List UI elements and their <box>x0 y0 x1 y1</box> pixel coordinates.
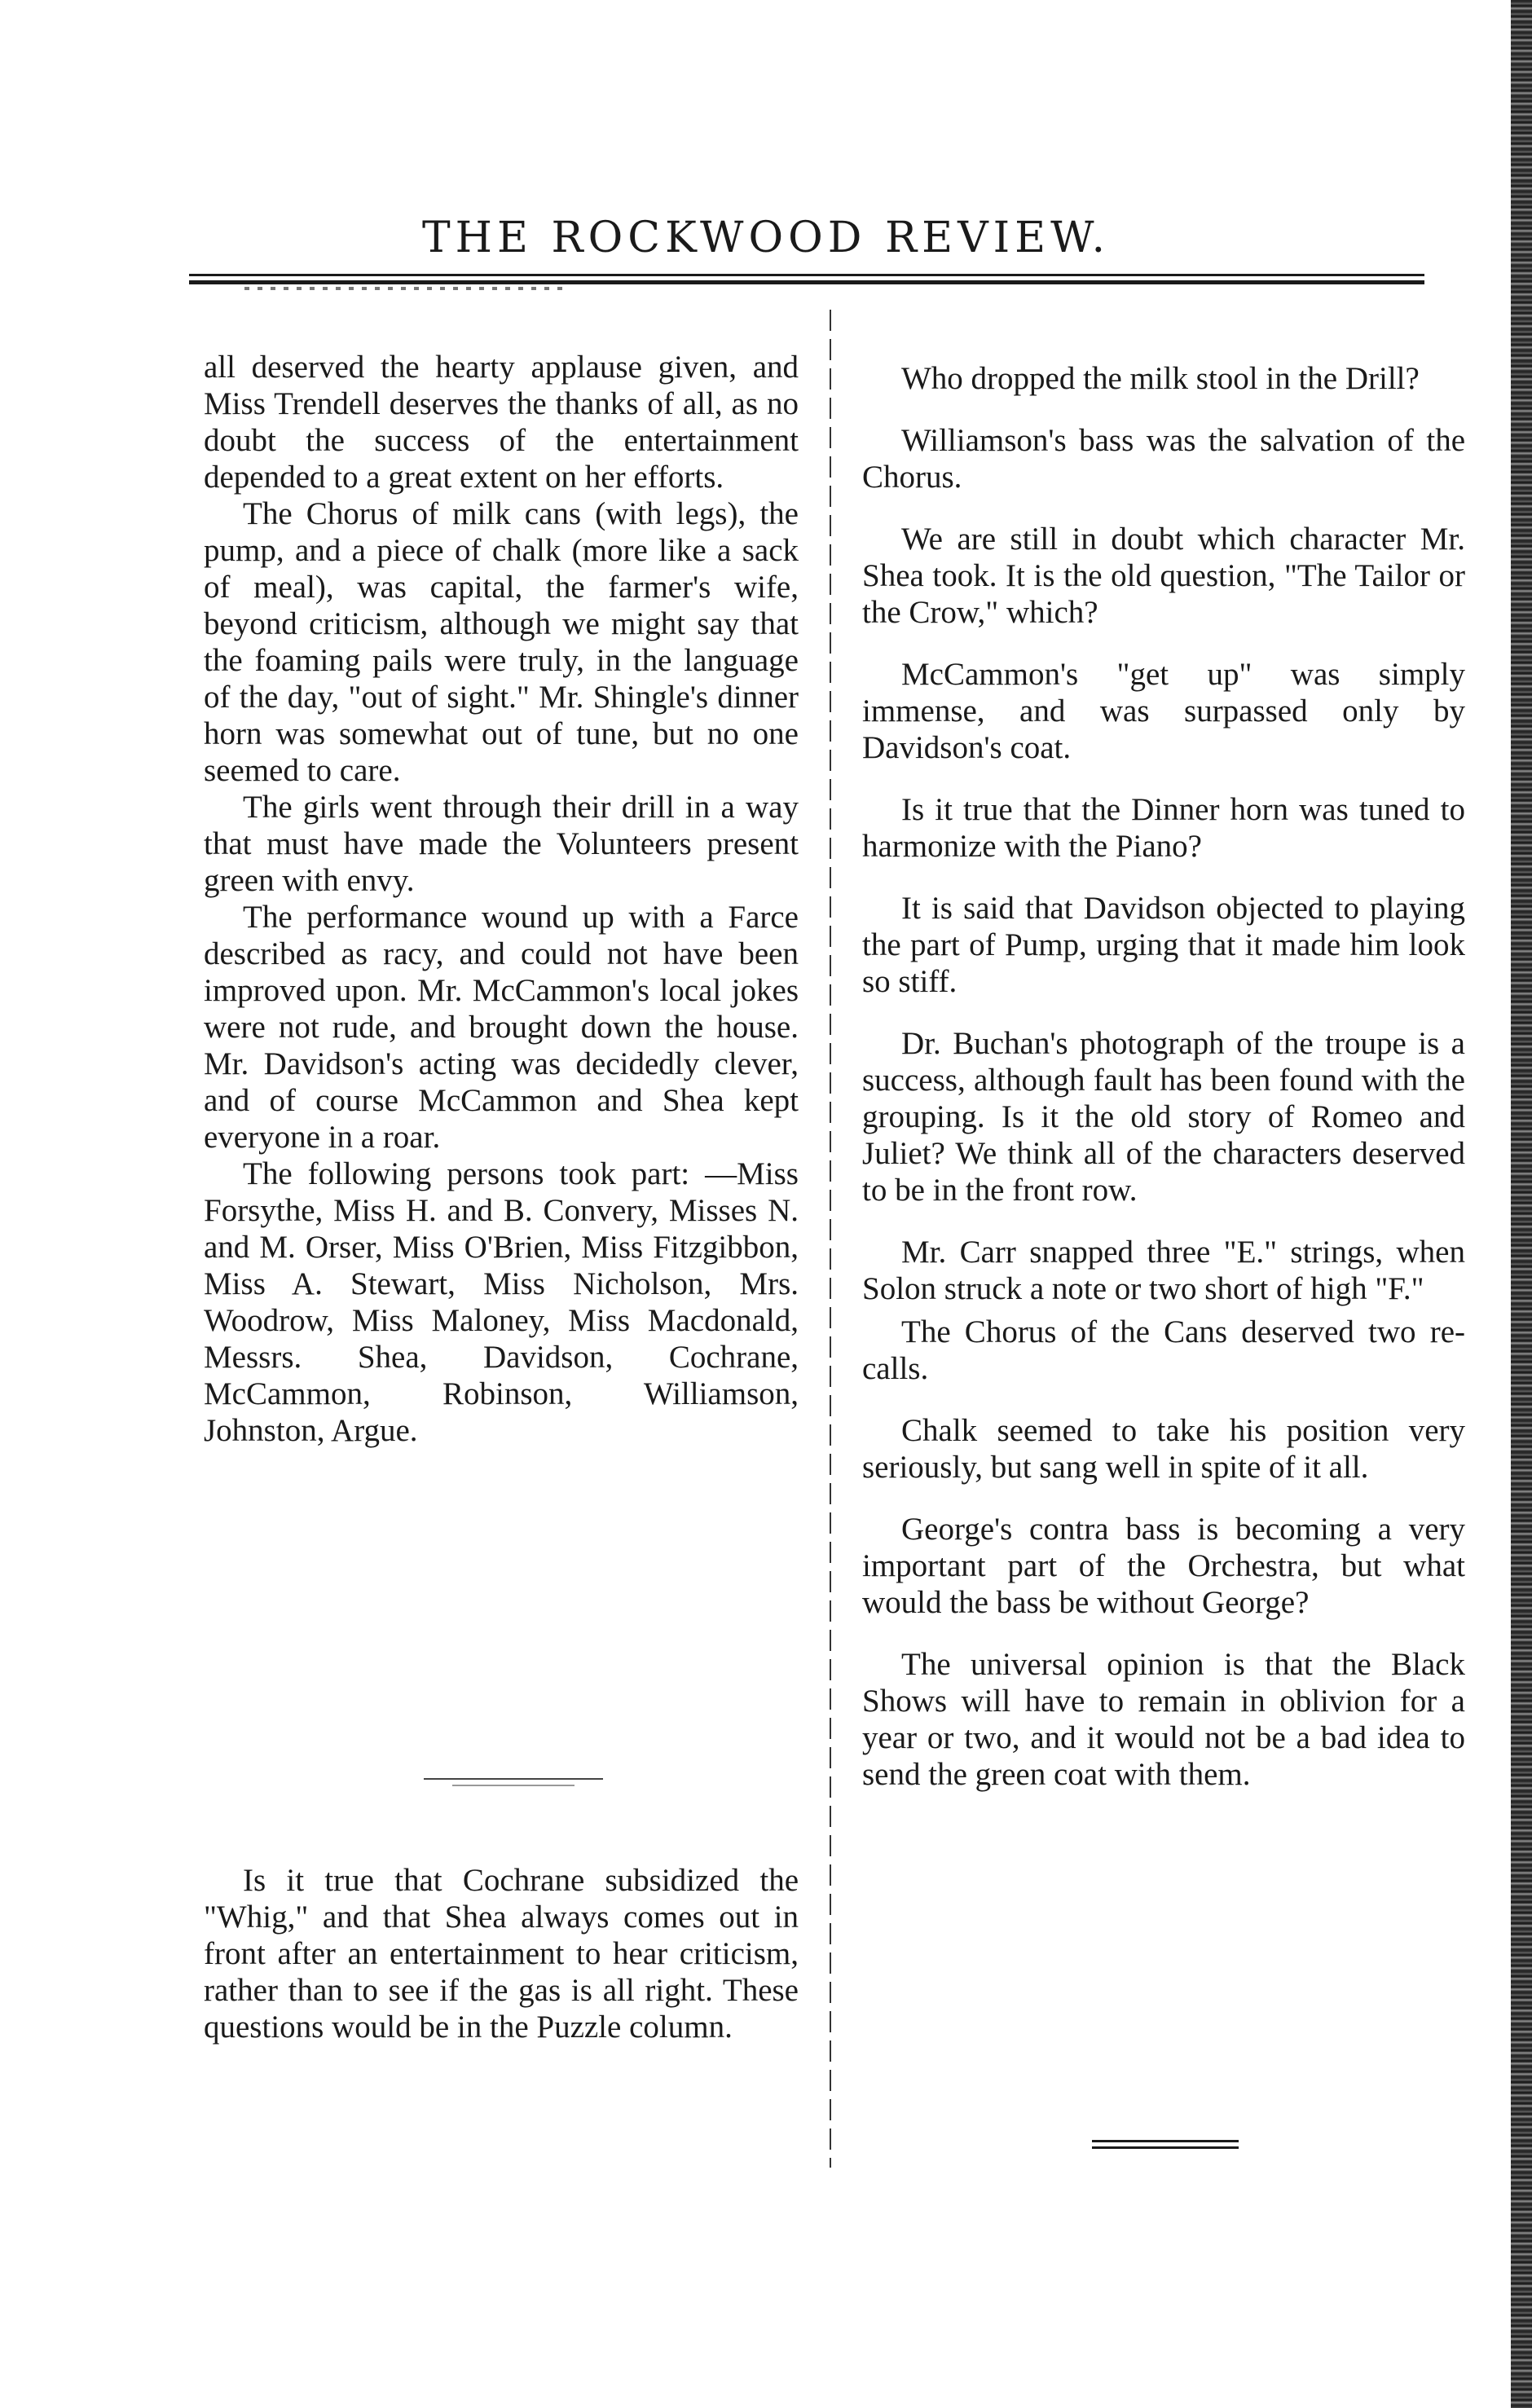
right-paragraph: The universal opinion is that the Black Shows will have to remain in oblivion for a year or two, and it would not be a bad idea to send the green coat with them. <box>862 1647 1465 1792</box>
column-divider <box>830 310 831 2168</box>
left-paragraph: The girls went through their drill in a way that must have made the Volunteers present green with envy. <box>204 790 799 898</box>
header-rule-thin <box>189 274 1424 276</box>
left-paragraph: all deserved the hearty applause given, and Miss Trendell deserves the thanks of all, as no doubt the success of the entertainment depended to a great extent on her efforts. <box>204 350 799 495</box>
left-bottom-paragraph: Is it true that Cochrane subsidized the "Whig," and that Shea always comes out in front after an entertainment to hear criticism, rather than to see if the gas is all right. These questions would be in the Puzzle column. <box>204 1863 799 2045</box>
header-dotted-rule <box>244 287 570 290</box>
right-paragraph: Who dropped the milk stool in the Drill? <box>901 361 1420 396</box>
right-paragraph: Dr. Buchan's photograph of the troupe is a success, although fault has been found with the grouping. Is it the old story of Romeo and Juliet? We think all of the characters deserved to be in the front row. <box>862 1026 1465 1208</box>
end-rule-top <box>1092 2140 1239 2142</box>
right-paragraph: It is said that Davidson objected to playing the part of Pump, urging that it made him look so stiff. <box>862 891 1465 999</box>
left-bottom-column <box>204 1862 799 2045</box>
right-paragraph: We are still in doubt which character Mr. Shea took. It is the old question, "The Tailor or the Crow," which? <box>862 522 1465 630</box>
masthead-title: THE ROCKWOOD REVIEW. <box>421 214 1111 262</box>
end-rule-bottom <box>1092 2146 1239 2149</box>
right-paragraph: Mr. Carr snapped three "E." strings, when Solon struck a note or two short of high "F." <box>862 1235 1465 1306</box>
scanned-page-edge <box>1511 0 1532 2408</box>
section-divider-short <box>452 1785 574 1786</box>
right-paragraph: Is it true that the Dinner horn was tuned to harmonize with the Piano? <box>862 792 1465 864</box>
right-paragraph: Williamson's bass was the salvation of the Chorus. <box>862 423 1465 495</box>
right-column <box>862 360 1465 1818</box>
right-paragraph: McCammon's "get up" was simply immense, and was surpassed only by Davidson's coat. <box>862 657 1465 765</box>
left-column <box>204 349 799 1449</box>
right-paragraph: Chalk seemed to take his position very seriously, but sang well in spite of it all. <box>862 1413 1465 1485</box>
left-paragraph: The following persons took part: —Miss Forsythe, Miss H. and B. Convery, Misses N. and M. Orser, Miss O'Brien, Miss Fitzgibbon, Miss A. Stewart, Miss Nicholson, Mrs. Woodrow, Miss Maloney, Miss Macdonald, Messrs. Shea, Davidson, Cochrane, McCammon, Robinson, Williamson, Johnston, Argue. <box>204 1156 799 1448</box>
left-paragraph: The performance wound up with a Farce described as racy, and could not have been improved upon. Mr. McCammon's local jokes were not rude, and brought down the house. Mr. Davidson's acting was decidedly clever, and of course McCammon and Shea kept everyone in a roar. <box>204 900 799 1155</box>
right-paragraph: The Chorus of the Cans deserved two re-calls. <box>862 1314 1465 1386</box>
section-divider <box>424 1778 603 1780</box>
right-paragraph: George's contra bass is becoming a very important part of the Orchestra, but what would the bass be without George? <box>862 1512 1465 1620</box>
header-rule-thick <box>189 280 1424 284</box>
left-paragraph: The Chorus of milk cans (with legs), the pump, and a piece of chalk (more like a sack of meal), was capital, the farmer's wife, beyond criticism, although we might say that the foaming pails were truly, in the language of the day, "out of sight." Mr. Shingle's dinner horn was somewhat out of tune, but no one seemed to care. <box>204 496 799 788</box>
